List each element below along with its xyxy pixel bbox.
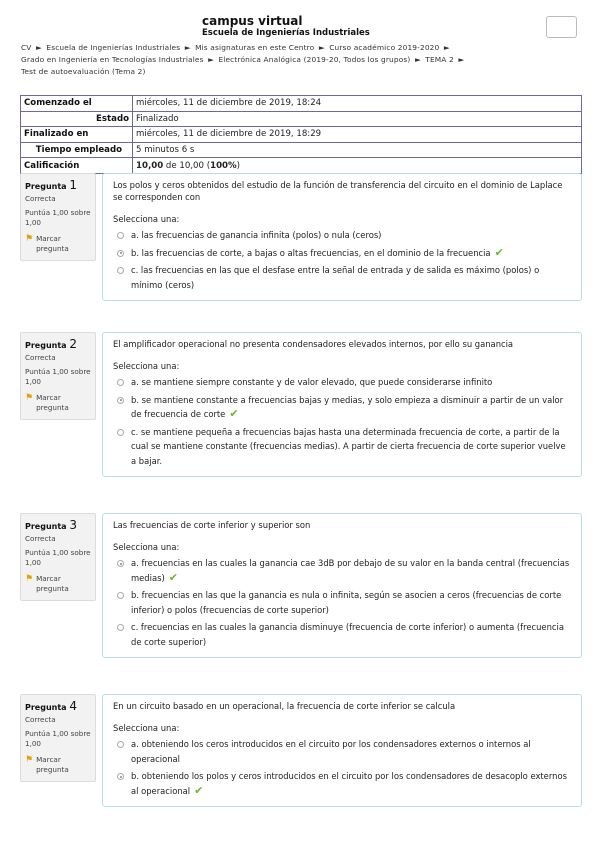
started-label: Comenzado el — [21, 96, 133, 112]
user-menu-button[interactable] — [546, 16, 577, 38]
question-number-label: Pregunta — [25, 182, 67, 191]
breadcrumb-item[interactable]: Curso académico 2019-2020 — [329, 43, 440, 52]
site-title[interactable]: campus virtual — [202, 14, 303, 28]
question-state: Correcta — [25, 534, 56, 543]
breadcrumb-separator-icon: ► — [458, 55, 465, 64]
flag-question-button[interactable] — [25, 234, 91, 254]
question-number — [25, 178, 91, 192]
flag-question-button[interactable] — [25, 755, 91, 775]
correct-check-icon: ✔ — [194, 783, 204, 797]
grade-score: 10,00 — [136, 160, 164, 171]
answer-label: b. las frecuencias de corte, a bajas o altas frecuencias, en el dominio de la frecuencia — [131, 247, 491, 258]
grade-value — [133, 158, 582, 174]
answer-option[interactable] — [113, 769, 571, 798]
answer-label: b. se mantiene constante a frecuencias bajas y medias, y solo empieza a disminuir a partir de un valor de frecuencia de corte — [131, 394, 564, 419]
correct-check-icon: ✔ — [168, 570, 178, 584]
question-number — [25, 699, 91, 713]
grade-percent: 100% — [210, 160, 237, 171]
answer-radio[interactable] — [117, 624, 124, 631]
summary-row-time — [21, 142, 582, 158]
flag-icon[interactable]: ⚑ — [25, 574, 34, 584]
answer-radio[interactable] — [117, 232, 124, 239]
answer-label: a. frecuencias en las cuales la ganancia cae 3dB por debajo de su valor en la banda central (frecuencias medias) — [131, 558, 570, 583]
question-text: Las frecuencias de corte inferior y superior son — [113, 520, 311, 530]
answer-radio[interactable] — [117, 379, 124, 386]
breadcrumb-separator-icon: ► — [443, 43, 450, 52]
answer-option[interactable] — [113, 375, 571, 390]
answer-text — [131, 620, 571, 649]
state-value: Finalizado — [133, 111, 582, 127]
answer-text — [131, 769, 571, 798]
breadcrumb-separator-icon: ► — [208, 55, 214, 64]
answer-radio[interactable] — [117, 250, 124, 257]
answer-label: b. obteniendo los polos y ceros introducidos en el circuito por los condensadores de desacoplo externos al operacional — [131, 771, 567, 796]
flag-question-label: Marcar pregunta — [36, 755, 69, 774]
question-grade: Puntúa 1,00 sobre 1,00 — [25, 729, 91, 748]
breadcrumb-item[interactable]: CV — [21, 43, 32, 52]
answer-text — [131, 737, 571, 766]
answer-text — [131, 556, 571, 585]
summary-row-grade — [21, 158, 582, 174]
correct-check-icon: ✔ — [494, 245, 504, 259]
breadcrumb-item[interactable]: Test de autoevaluación (Tema 2) — [21, 67, 146, 76]
flag-icon[interactable]: ⚑ — [25, 393, 34, 403]
question-number-value: 3 — [69, 518, 78, 532]
answer-text — [131, 246, 504, 261]
answer-radio[interactable] — [117, 560, 124, 567]
answer-label: a. obteniendo los ceros introducidos en el circuito por los condensadores externos o internos al operacional — [131, 739, 531, 764]
answer-prompt: Selecciona una: — [113, 214, 180, 224]
breadcrumb — [21, 42, 581, 78]
summary-row-state — [21, 111, 582, 127]
flag-question-label: Marcar pregunta — [36, 234, 69, 253]
grade-label: Calificación — [21, 158, 133, 174]
answer-text — [131, 393, 571, 422]
attempt-summary-table — [20, 95, 582, 174]
answer-text — [131, 588, 571, 617]
flag-icon[interactable]: ⚑ — [25, 234, 34, 244]
question-text: En un circuito basado en un operacional, la frecuencia de corte inferior se calcula — [113, 701, 456, 711]
answer-label: c. frecuencias en las cuales la ganancia disminuye (frecuencia de corte inferior) o aumenta (frecuencia de corte superior) — [131, 622, 564, 647]
question-number-value: 4 — [69, 699, 78, 713]
time-label: Tiempo empleado — [21, 142, 133, 158]
summary-row-started — [21, 96, 582, 112]
question-number-label: Pregunta — [25, 522, 67, 531]
state-label: Estado — [21, 111, 133, 127]
answer-options — [113, 556, 571, 649]
question-state: Correcta — [25, 194, 56, 203]
flag-question-button[interactable] — [25, 393, 91, 413]
summary-row-finished — [21, 127, 582, 143]
started-value: miércoles, 11 de diciembre de 2019, 18:24 — [133, 96, 582, 112]
question-info — [20, 173, 96, 261]
breadcrumb-separator-icon: ► — [36, 43, 42, 52]
question-number-label: Pregunta — [25, 341, 67, 350]
answer-option[interactable] — [113, 263, 571, 292]
question-grade: Puntúa 1,00 sobre 1,00 — [25, 367, 91, 386]
question-number-value: 1 — [69, 178, 78, 192]
grade-end: ) — [236, 160, 241, 171]
question-grade: Puntúa 1,00 sobre 1,00 — [25, 548, 91, 567]
answer-options — [113, 375, 571, 468]
answer-option[interactable] — [113, 620, 571, 649]
question-content — [102, 513, 582, 658]
breadcrumb-item[interactable]: Escuela de Ingenierías Industriales — [46, 43, 181, 52]
breadcrumb-separator-icon: ► — [184, 43, 191, 52]
question-text: Los polos y ceros obtenidos del estudio de la función de transferencia del circuito en el dominio de Laplace se corresponden con — [113, 180, 563, 202]
question-number — [25, 337, 91, 351]
flag-question-label: Marcar pregunta — [36, 574, 69, 593]
breadcrumb-item[interactable]: Grado en Ingeniería en Tecnologías Industriales — [21, 55, 204, 64]
question-text: El amplificador operacional no presenta condensadores elevados internos, por ello su ganancia — [113, 339, 514, 349]
answer-radio[interactable] — [117, 773, 124, 780]
answer-option[interactable] — [113, 737, 571, 766]
answer-option[interactable] — [113, 246, 571, 261]
question-info — [20, 694, 96, 782]
answer-label: a. las frecuencias de ganancia infinita (polos) o nula (ceros) — [131, 230, 382, 240]
question-number-value: 2 — [69, 337, 78, 351]
answer-label: b. frecuencias en las que la ganancia es nula o infinita, según se asocien a ceros (frecuencias de corte inferior) o polos (frecuencias de corte superior) — [131, 590, 562, 615]
answer-option[interactable] — [113, 588, 571, 617]
question-content — [102, 173, 582, 301]
question-number-label: Pregunta — [25, 703, 67, 712]
answer-option[interactable] — [113, 393, 571, 422]
flag-icon[interactable]: ⚑ — [25, 755, 34, 765]
site-subtitle: Escuela de Ingenierías Industriales — [202, 28, 370, 38]
answer-prompt: Selecciona una: — [113, 542, 180, 552]
answer-option[interactable] — [113, 556, 571, 585]
answer-label: c. las frecuencias en las que el desfase entre la señal de entrada y de salida es máximo (polos) o mínimo (ceros) — [131, 265, 540, 290]
breadcrumb-item[interactable]: TEMA 2 — [425, 55, 454, 64]
answer-text — [131, 425, 571, 469]
flag-question-button[interactable] — [25, 574, 91, 594]
answer-prompt: Selecciona una: — [113, 723, 180, 733]
question-content — [102, 332, 582, 477]
breadcrumb-item[interactable]: Mis asignaturas en este Centro — [195, 43, 315, 52]
page-header — [0, 0, 600, 90]
answer-radio[interactable] — [117, 741, 124, 748]
answer-options — [113, 737, 571, 798]
answer-radio[interactable] — [117, 592, 124, 599]
question-grade: Puntúa 1,00 sobre 1,00 — [25, 208, 91, 227]
finished-value: miércoles, 11 de diciembre de 2019, 18:29 — [133, 127, 582, 143]
answer-radio[interactable] — [117, 267, 124, 274]
answer-radio[interactable] — [117, 429, 124, 436]
question-state: Correcta — [25, 715, 56, 724]
question-info — [20, 513, 96, 601]
breadcrumb-separator-icon: ► — [414, 55, 421, 64]
time-value: 5 minutos 6 s — [133, 142, 582, 158]
correct-check-icon: ✔ — [229, 407, 239, 420]
answer-options — [113, 228, 571, 292]
question-state: Correcta — [25, 353, 56, 362]
question-content — [102, 694, 582, 807]
finished-label: Finalizado en — [21, 127, 133, 143]
flag-question-label: Marcar pregunta — [36, 393, 69, 412]
answer-text — [131, 228, 381, 243]
answer-label: a. se mantiene siempre constante y de valor elevado, que puede considerarse infinito — [131, 377, 493, 387]
breadcrumb-item[interactable]: Electrónica Analógica (2019-20, Todos los grupos) — [218, 55, 411, 64]
answer-label: c. se mantiene pequeña a frecuencias bajas hasta una determinada frecuencia de corte, a partir de la cual se mantiene constante (frecuencias medias). A partir de cierta frecuencia de corte superior vuelve a bajar. — [131, 426, 566, 466]
grade-mid: de 10,00 ( — [163, 160, 211, 171]
answer-option[interactable] — [113, 425, 571, 469]
answer-text — [131, 263, 571, 292]
question-number — [25, 518, 91, 532]
breadcrumb-separator-icon: ► — [318, 43, 325, 52]
answer-text — [131, 375, 492, 390]
answer-radio[interactable] — [117, 397, 124, 404]
question-info — [20, 332, 96, 420]
answer-prompt: Selecciona una: — [113, 361, 180, 371]
answer-option[interactable] — [113, 228, 571, 243]
